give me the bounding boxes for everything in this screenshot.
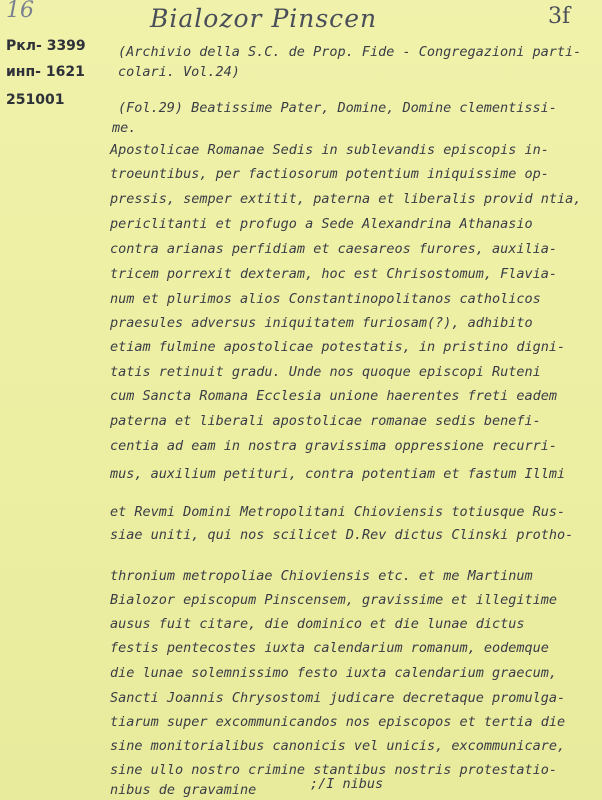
handwritten-folio-number: 3f [548,4,571,29]
body-line: sine monitorialibus canonicis vel unicis, excommunicare, [110,738,566,754]
body-line: tatis retinuit gradu. Unde nos quoque episcopi Ruteni [110,364,541,380]
salutation-line-1: (Fol.29) Beatissime Pater, Domine, Domine clementissi- [118,100,557,116]
salutation-line-2: me. [112,120,137,136]
source-reference-line-1: (Archivio della S.C. de Prop. Fide - Congregazioni parti- [118,44,582,60]
body-line: contra arianas perfidiam et caesareos furores, auxilia- [110,241,558,257]
source-reference-line-2: colari. Vol.24) [118,64,240,80]
body-line: pressis, semper extitit, paterna et liberalis provid ntia, [110,191,582,207]
body-line: tiarum super excommunicandos nos episcopos et tertia die [110,714,566,730]
margin-stamp-line-3: 251001 [6,92,65,108]
body-line: Sancti Joannis Chrysostomi judicare decretaque promulga- [110,690,566,706]
body-line: num et plurimos alios Constantinopolitanos catholicos [110,291,541,307]
body-line: centia ad eam in nostra gravissima oppressione recurri- [110,438,558,454]
margin-stamp-line-1: Ркл- 3399 [6,38,86,54]
body-line: periclitanti et profugo a Sede Alexandrina Athanasio [110,216,533,232]
body-line: et Revmi Domini Metropolitani Chioviensis totiusque Rus- [110,504,566,520]
body-line: Bialozor episcopum Pinscensem, gravissime et illegitime [110,592,558,608]
body-last-line-overlay: ;/I nibus [310,776,384,792]
body-last-line: nibus de gravamine [110,782,257,798]
body-line: praesules adversus iniquitatem furiosam(?), adhibito [110,315,533,331]
body-line: festis pentecostes iuxta calendarium romanum, eodemque [110,640,549,656]
body-line: etiam fulmine apostolicae potestatis, in pristino digni- [110,339,566,355]
handwritten-corner-number: 16 [6,0,34,23]
body-line: tricem porrexit dexteram, hoc est Chrisostomum, Flavia- [110,266,558,282]
body-line: siae uniti, qui nos scilicet D.Rev dictus Clinski protho- [110,527,574,543]
body-line: ausus fuit citare, die dominico et die lunae dictus [110,616,525,632]
body-line: troeuntibus, per factiosorum potentium iniquissime op- [110,166,549,182]
body-line: mus, auxilium petituri, contra potentiam et fastum Illmi [110,466,566,482]
body-line: sine ullo nostro crimine stantibus nostris protestatio- [110,762,558,778]
body-line: cum Sancta Romana Ecclesia unione haerentes freti eadem [110,388,558,404]
body-line: paterna et liberali apostolicae romanae sedis benefi- [110,413,541,429]
body-line: thronium metropoliae Chioviensis etc. et me Martinum [110,568,533,584]
handwritten-author-name: Bialozor Pinscen [150,4,378,33]
margin-stamp-line-2: инп- 1621 [6,64,85,80]
body-line: Apostolicae Romanae Sedis in sublevandis episcopis in- [110,142,549,158]
body-line: die lunae solemnissimo festo iuxta calendarium graecum, [110,665,558,681]
